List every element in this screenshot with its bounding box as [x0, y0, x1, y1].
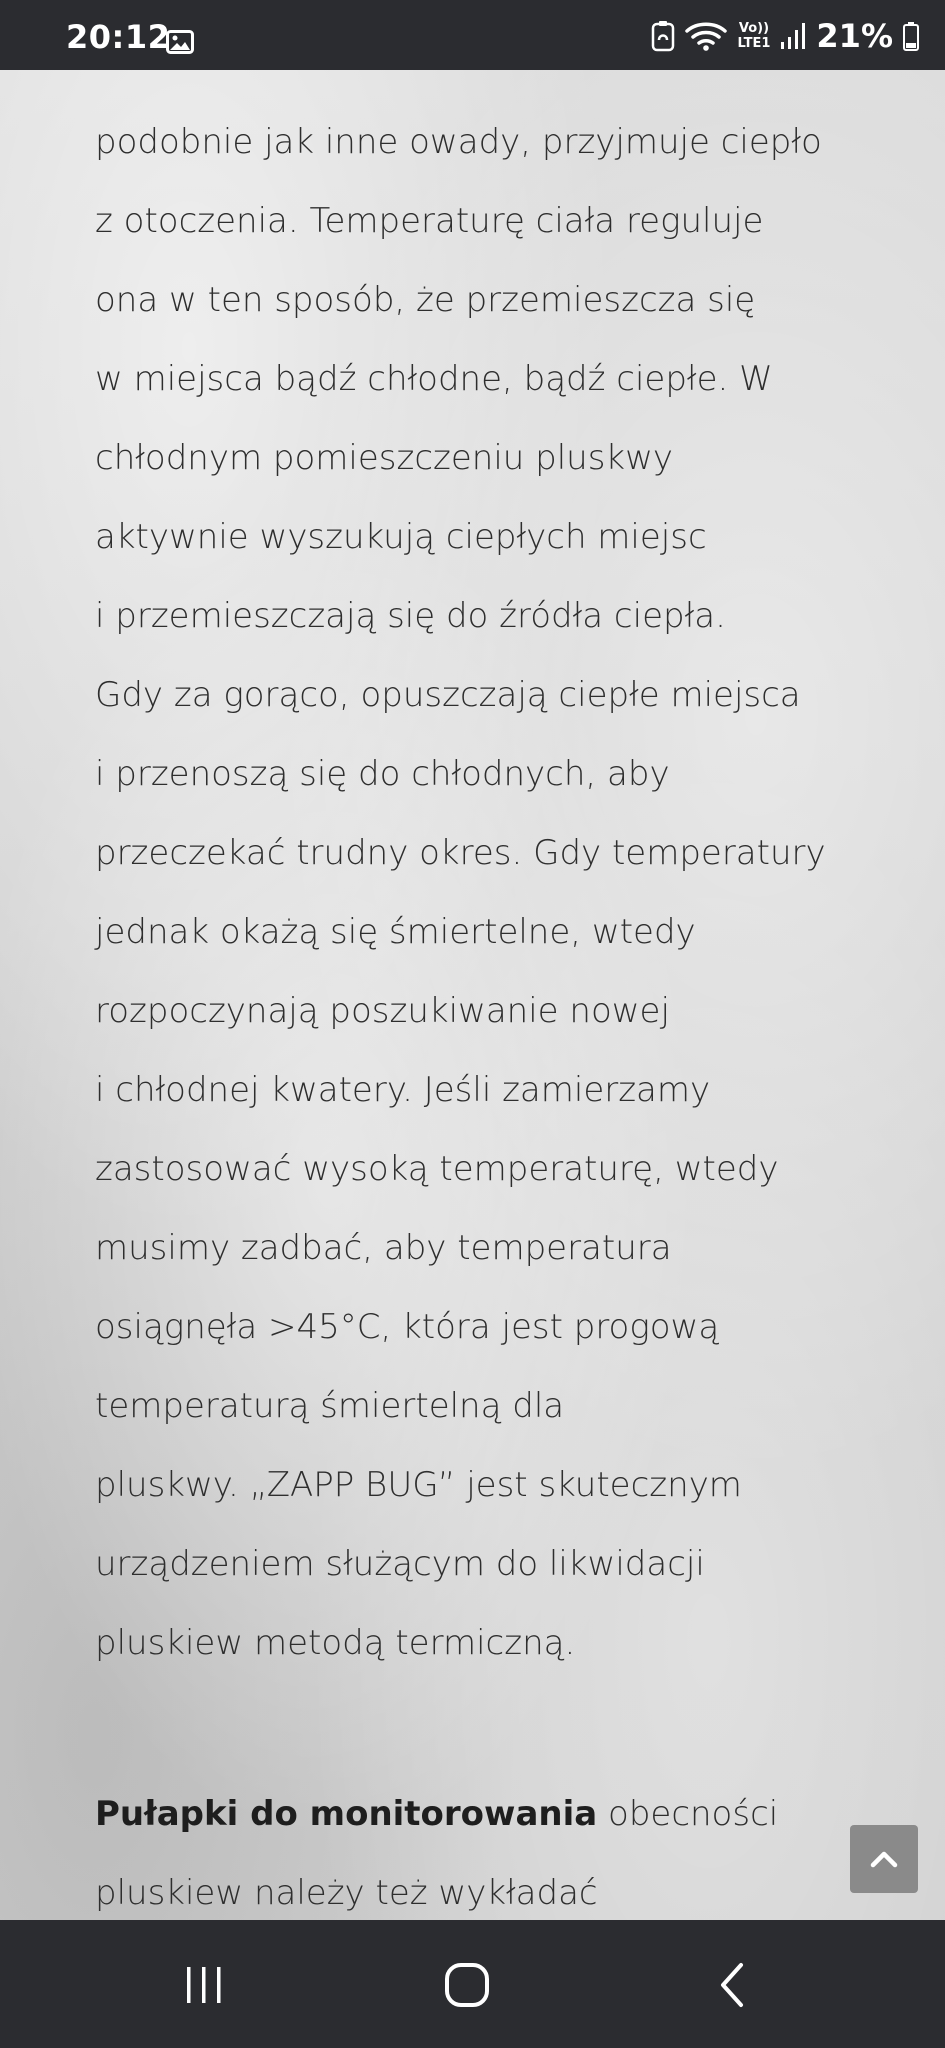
- article-line: chłodnym pomieszczeniu pluskwy: [95, 438, 674, 478]
- status-bar: [0, 0, 945, 70]
- article-line: rozpoczynają poszukiwanie nowej: [95, 991, 670, 1031]
- next-paragraph-line: [95, 1775, 855, 1854]
- article-line: ona w ten sposób, że przemieszcza się: [95, 280, 756, 320]
- article-line: i przemieszczają się do źródła ciepła.: [95, 596, 726, 636]
- article-text: [95, 78, 855, 1920]
- navigation-bar: [0, 1920, 945, 2048]
- article-line: temperaturą śmiertelną dla: [95, 1386, 565, 1426]
- back-button[interactable]: [698, 1950, 768, 2020]
- home-button[interactable]: [432, 1950, 502, 2020]
- recents-button[interactable]: [169, 1950, 239, 2020]
- lte-label: LTE1: [737, 36, 771, 51]
- wifi-icon: [685, 20, 727, 52]
- article-line: z otoczenia. Temperaturę ciała reguluje: [95, 201, 764, 241]
- status-time: 20:12: [66, 18, 171, 56]
- article-line: przeczekać trudny okres. Gdy temperatury: [95, 833, 826, 873]
- next-paragraph-rest: obecności: [597, 1794, 779, 1834]
- back-to-top-button[interactable]: [850, 1825, 918, 1893]
- article-line: Gdy za gorąco, opuszczają ciepłe miejsca: [95, 675, 801, 715]
- page-content[interactable]: [0, 70, 945, 1920]
- article-line: i przenoszą się do chłodnych, aby: [95, 754, 670, 794]
- article-line: pluskwy. „ZAPP BUG” jest skutecznym: [95, 1465, 742, 1505]
- article-line: w miejsca bądź chłodne, bądź ciepłe. W: [95, 359, 773, 399]
- article-line: urządzeniem służącym do likwidacji: [95, 1544, 705, 1584]
- recents-icon: [182, 1963, 226, 2007]
- nfc-icon: [651, 20, 675, 52]
- back-icon: [715, 1961, 751, 2009]
- article-line: musimy zadbać, aby temperatura: [95, 1228, 672, 1268]
- paragraph-gap: [95, 1683, 855, 1775]
- battery-percent: 21%: [816, 17, 893, 55]
- next-paragraph-line-2: pluskiew należy też wykładać: [95, 1873, 598, 1913]
- gallery-icon: [166, 30, 194, 54]
- article-line: aktywnie wyszukują ciepłych miejsc: [95, 517, 707, 557]
- article-line: zastosować wysoką temperaturę, wtedy: [95, 1149, 779, 1189]
- home-icon: [443, 1961, 491, 2009]
- article-line: pluskiew metodą termiczną.: [95, 1623, 576, 1663]
- volte-label: Vo)): [738, 21, 770, 36]
- article-line: jednak okażą się śmiertelne, wtedy: [95, 912, 696, 952]
- battery-icon: [903, 21, 919, 51]
- signal-icon: [780, 21, 806, 51]
- partial-line: [95, 78, 855, 103]
- article-line: podobnie jak inne owady, przyjmuje ciepło: [95, 122, 822, 162]
- network-label: [737, 21, 770, 51]
- article-line: i chłodnej kwatery. Jeśli zamierzamy: [95, 1070, 711, 1110]
- status-icons: [651, 14, 919, 58]
- chevron-up-icon: [869, 1849, 899, 1869]
- article-line: osiągnęła >45°C, która jest progową: [95, 1307, 720, 1347]
- bold-phrase: Pułapki do monitorowania: [95, 1794, 598, 1834]
